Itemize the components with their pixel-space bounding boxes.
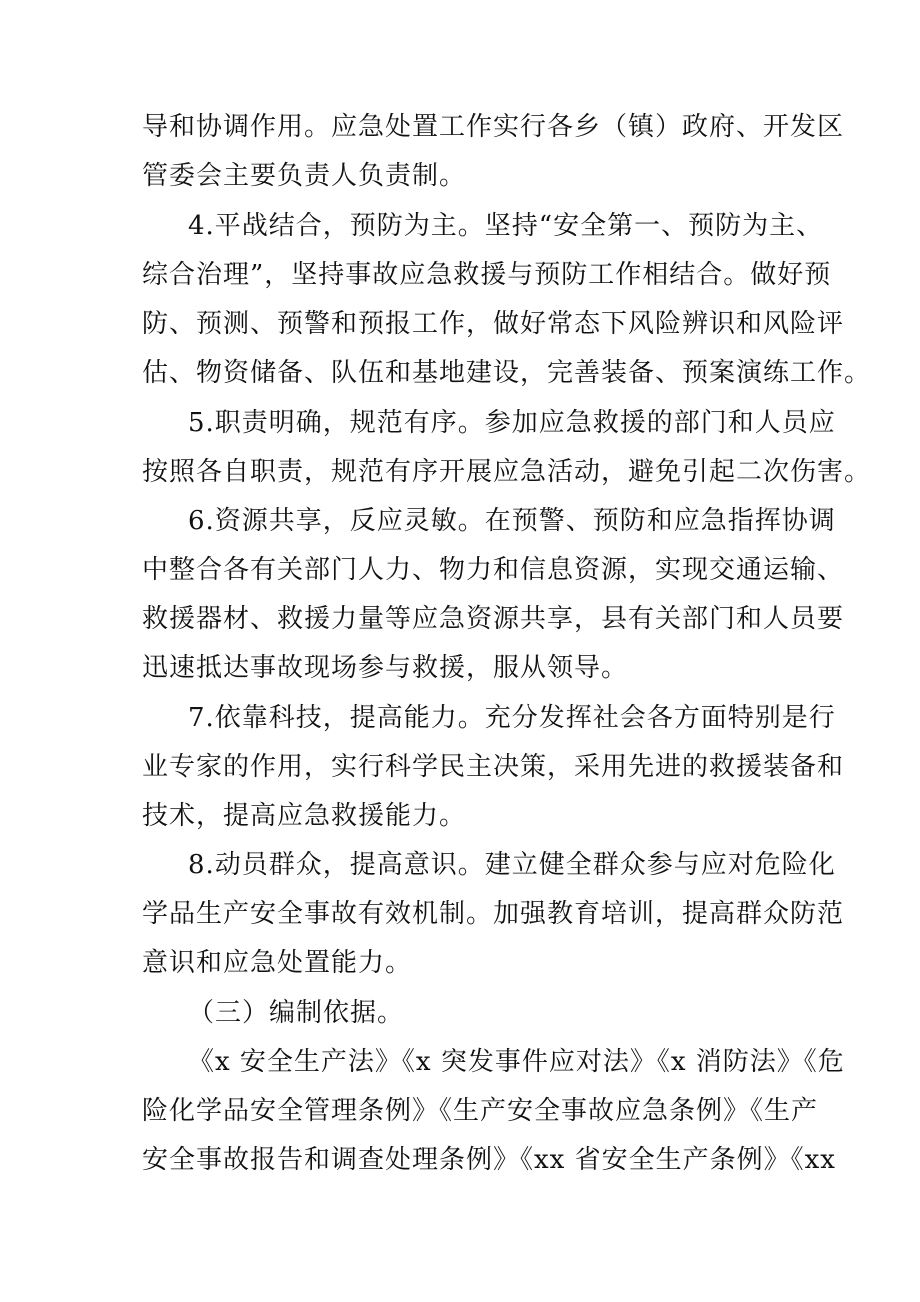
text-line: 业专家的作用，实行科学民主决策，采用先进的救援装备和: [142, 752, 845, 782]
text-line: 《x 安全生产法》《x 突发事件应对法》《x 消防法》《危: [188, 1047, 845, 1077]
text-line: 导和协调作用。应急处置工作实行各乡（镇）政府、开发区: [142, 112, 845, 142]
text-line: 防、预测、预警和预报工作，做好常态下风险辨识和风险评: [142, 309, 845, 339]
text-line: 意识和应急处置能力。: [142, 948, 413, 978]
text-line: 安全事故报告和调查处理条例》《xx 省安全生产条例》《xx: [142, 1145, 836, 1175]
text-line: 4.平战结合，预防为主。坚持“安全第一、预防为主、: [188, 211, 824, 241]
text-line: 7.依靠科技，提高能力。充分发挥社会各方面特别是行: [188, 703, 836, 733]
text-line: 学品生产安全事故有效机制。加强教育培训，提高群众防范: [142, 899, 845, 929]
text-line: 技术，提高应急救援能力。: [142, 801, 467, 831]
text-line: 管委会主要负责人负责制。: [142, 161, 467, 191]
text-line: 险化学品安全管理条例》《生产安全事故应急条例》《生产: [142, 1096, 819, 1126]
text-line: 按照各自职责，规范有序开展应急活动，避免引起二次伤害。: [142, 457, 872, 487]
section-heading: （三）编制依据。: [188, 998, 405, 1028]
text-line: 综合治理”，坚持事故应急救援与预防工作相结合。做好预: [142, 260, 832, 290]
text-line: 救援器材、救援力量等应急资源共享，县有关部门和人员要: [142, 604, 845, 634]
text-line: 估、物资储备、队伍和基地建设，完善装备、预案演练工作。: [142, 358, 872, 388]
text-line: 6.资源共享，反应灵敏。在预警、预防和应急指挥协调: [188, 506, 836, 536]
text-line: 中整合各有关部门人力、物力和信息资源，实现交通运输、: [142, 555, 845, 585]
text-line: 迅速抵达事故现场参与救援，服从领导。: [142, 653, 629, 683]
text-line: 8.动员群众，提高意识。建立健全群众参与应对危险化: [188, 850, 836, 880]
text-line: 5.职责明确，规范有序。参加应急救援的部门和人员应: [188, 408, 836, 438]
